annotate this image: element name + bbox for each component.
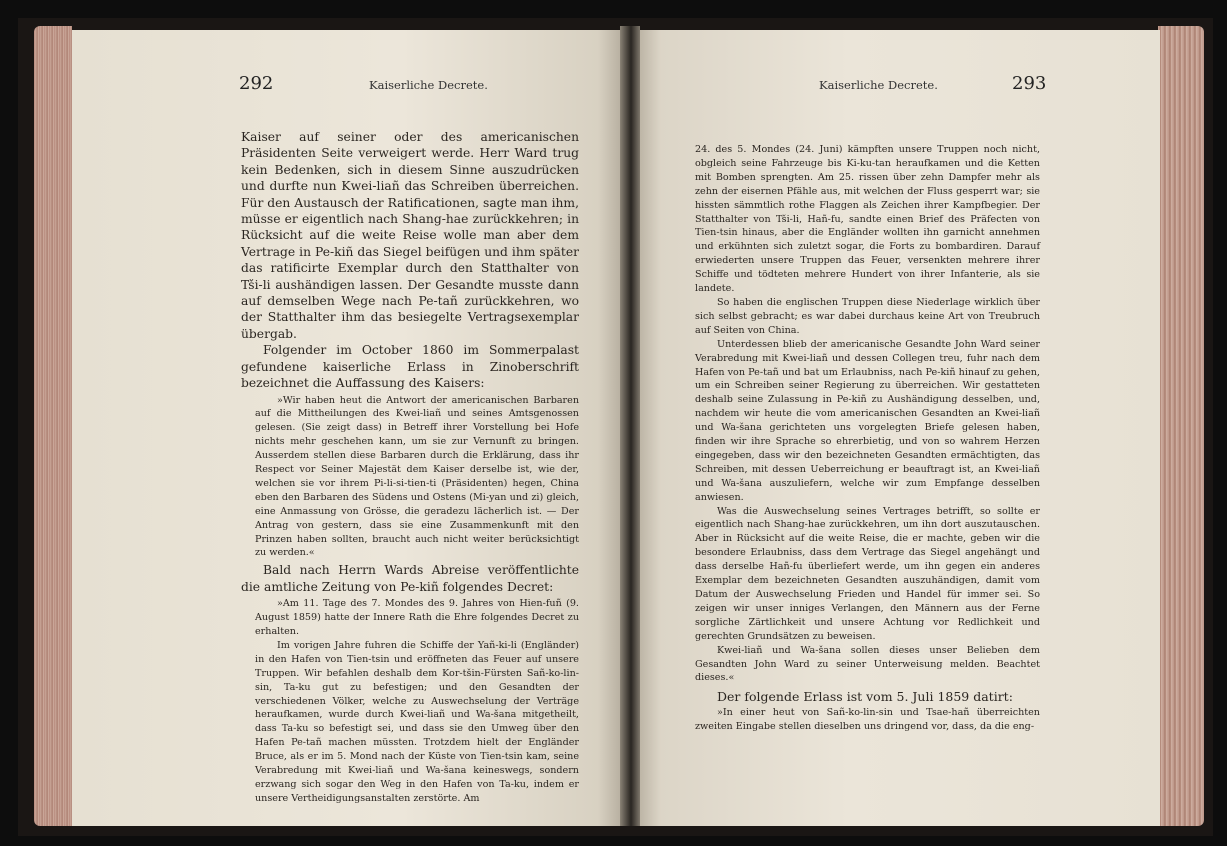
- quote-paragraph: Was die Auswechselung seines Vertrages betrifft, so sollte er eigentlich nach Shang-hae zurückkehren, um ihn dort auszutauschen. Aber in Rücksicht auf die weite Reise, die er machte, geben wir die besondere Erlaubniss, dass dem Vertrage das Siegel angehängt und dass derselbe Hañ-fu überliefert werde, um ihn gegen ein anderes Exemplar dem bezeichneten Gesandten auszuhändigen, damit vom Datum der Auswechselung Frieden und Handel für immer sei. So zeigen wir unser inniges Verlangen, den Männern aus der Ferne sorgliche Zärtlichkeit und unsere Achtung vor Redlichkeit und gerechten Grundsätzen zu beweisen.: [695, 505, 1040, 642]
- quote-paragraph: »Wir haben heut die Antwort der americanischen Barbaren auf die Mittheilungen des Kwei-liañ und seines Amtsgenossen gelesen. (Sie zeigt dass) in Betreff ihrer Vorstellung bei Hofe nichts mehr geschehen kann, um sie zur Vernunft zu bringen. Ausserdem stellen diese Barbaren durch die Erklärung, dass ihr Respect vor Seiner Majestät dem Kaiser derselbe ist, wie der, welchen sie vor ihrem Pi-li-si-tien-ti (Präsidenten) hegen, China eben den Barbaren des Südens und Ostens (Mi-yan und zi) gleich, eine Anmassung von Grösse, die geradezu lächerlich ist. — Der Antrag von gestern, dass sie eine Zusammenkunft mit den Prinzen haben sollten, braucht auch nicht weiter berücksichtigt zu werden.«: [255, 394, 579, 559]
- quote-paragraph: So haben die englischen Truppen diese Niederlage wirklich über sich selbst gebracht; es war dabei durchaus keine Art von Treubruch auf Seiten von China.: [695, 296, 1040, 336]
- paragraph: Kaiser auf seiner oder des americanischen Präsidenten Seite verweigert werde. Herr Ward trug kein Bedenken, sich in diesem Sinne auszudrücken und durfte nun Kwei-liañ das Schreiben überreichen. Für den Austausch der Ratificationen, sagte man ihm, müsse er eigentlich nach Shang-hae zurückkehren; in Rücksicht auf die weite Reise wolle man aber dem Vertrage in Pe-kiñ das Siegel beifügen und ihm später das ratificirte Exemplar durch den Statthalter von Tši-li aushändigen lassen. Der Gesandte musste dann auf demselben Wege nach Pe-tañ zurückkehren, wo der Statthalter ihm das besiegelte Vertragsexemplar übergab.: [241, 130, 579, 341]
- right-running-head: Kaiserliche Decrete.: [819, 78, 938, 92]
- section-intro: Der folgende Erlass ist vom 5. Juli 1859 datirt:: [717, 689, 1013, 705]
- left-running-head: Kaiserliche Decrete.: [369, 78, 488, 92]
- page-edges-left: [34, 26, 72, 826]
- book-gutter: [620, 26, 640, 826]
- left-page-text: [241, 129, 579, 806]
- paragraph: Folgender im October 1860 im Sommerpalast gefundene kaiserliche Erlass in Zinoberschrift bezeichnet die Auffassung des Kaisers:: [241, 343, 579, 391]
- page-edges-right: [1158, 26, 1204, 826]
- right-page-text: [695, 143, 1040, 734]
- quote-paragraph: »Am 11. Tage des 7. Mondes des 9. Jahres von Hien-fuñ (9. August 1859) hatte der Innere Rath die Ehre folgendes Decret zu erhalten.: [255, 598, 579, 637]
- quote-paragraph: Kwei-liañ und Wa-šana sollen dieses unser Belieben dem Gesandten John Ward zu seiner Unterweisung melden. Beachtet dieses.«: [695, 644, 1040, 684]
- quote-paragraph: Unterdessen blieb der americanische Gesandte John Ward seiner Verabredung mit Kwei-liañ und dessen Collegen treu, fuhr nach dem Hafen von Pe-tañ und bat um Erlaubniss, nach Pe-kiñ hinauf zu gehen, um ein Schreiben seiner Regierung zu überreichen. Wir gestatteten deshalb seine Zulassung in Pe-kiñ zu Aushändigung desselben, und, nachdem wir heute die vom americanischen Gesandten an Kwei-liañ und Wa-šana gerichteten uns vorgelegten Briefe gelesen haben, finden wir ihre Sprache so ehrerbietig, und von so wahrem Herzen eingegeben, dass wir den bezeichneten Gesandten ermächtigten, das Schreiben, mit dessen Ueberreichung er beauftragt ist, an Kwei-liañ und Wa-šana auszuliefern, welche wir zum Empfange desselben anwiesen.: [695, 338, 1040, 503]
- quote-paragraph: Im vorigen Jahre fuhren die Schiffe der Yañ-ki-li (Engländer) in den Hafen von Tien-tsin und eröffneten das Feuer auf unsere Truppen. Wir befahlen deshalb dem Kor-tšin-Fürsten Sañ-ko-lin-sin, Ta-ku gut zu befestigen; und den Gesandten der verschiedenen Völker, welche zu Auswechselung der Verträge heraufkamen, wurde durch Kwei-liañ und Wa-šana mitgetheilt, dass Ta-ku so befestigt sei, und dass sie den Umweg über den Hafen Pe-tañ machen müssten. Trotzdem hielt der Engländer Bruce, als er im 5. Mond nach der Küste von Tien-tsin kam, seine Verabredung mit Kwei-liañ und Wa-šana keineswegs, sondern erzwang sich sogar den Weg in den Hafen von Ta-ku, indem er unsere Vertheidigungsanstalten zerstörte. Am: [255, 639, 579, 804]
- left-page-number: 292: [239, 73, 274, 94]
- quote-paragraph: »In einer heut von Sañ-ko-lin-sin und Tsae-hañ überreichten zweiten Eingabe stellen dieselben uns dringend vor, dass, da die eng-: [695, 707, 1040, 733]
- quote-paragraph: 24. des 5. Mondes (24. Juni) kämpften unsere Truppen noch nicht, obgleich seine Fahrzeuge bis Ki-ku-tan heraufkamen und die Ketten mit Bomben sprengten. Am 25. rissen über zehn Dampfer mehr als zehn der eisernen Pfähle aus, mit welchen der Fluss gesperrt war; sie hissten sämmtlich rothe Flaggen als Zeichen ihrer Kampfbegier. Der Statthalter von Tši-li, Hañ-fu, sandte einen Brief des Präfecten von Tien-tsin hinaus, aber die Engländer wollten ihn garnicht annehmen und erkühnten sich zuletzt sogar, die Forts zu bombardiren. Darauf erwiederten unsere Truppen das Feuer, versenkten mehrere ihrer Schiffe und tödteten mehrere Hundert von ihrer Infanterie, als sie landete.: [695, 144, 1040, 295]
- right-page-number: 293: [1012, 73, 1047, 94]
- paragraph: Bald nach Herrn Wards Abreise veröffentlichte die amtliche Zeitung von Pe-kiñ folgendes Decret:: [241, 563, 579, 594]
